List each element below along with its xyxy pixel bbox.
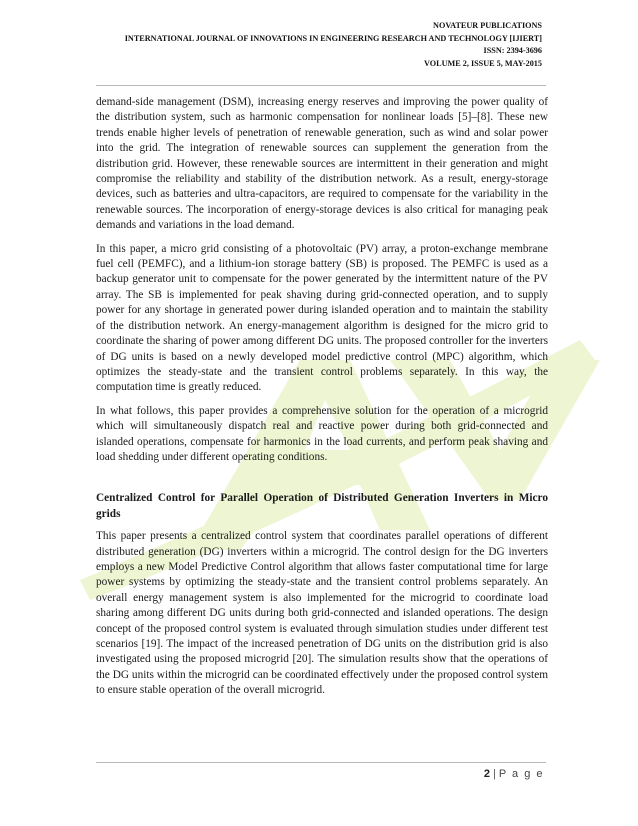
- page-footer: [484, 768, 544, 780]
- footer-separator: |: [492, 768, 496, 780]
- paragraph-overview: In what follows, this paper provides a comprehensive solution for the operation of a microgrid which will simultaneously dispatch real and reactive power during both grid-connected and islanded operations, compensate for harmonics in the load currents, and perform peak shaving and load shedding under different operating conditions.: [96, 404, 548, 463]
- journal-title: INTERNATIONAL JOURNAL OF INNOVATIONS IN ENGINEERING RESEARCH AND TECHNOLOGY [IJIERT]: [124, 33, 542, 43]
- publisher-name: NOVATEUR PUBLICATIONS: [433, 21, 542, 30]
- footer-divider: [96, 762, 546, 763]
- page-label: P a g e: [498, 768, 544, 780]
- paragraph-microgrid-proposal: In this paper, a micro grid consisting of a photovoltaic (PV) array, a proton-exchange membrane fuel cell (PEMFC), and a lithium-ion storage battery (SB) is proposed. The PEMFC is used as a backup generator unit to compensate for the power generated by the intermittent nature of the PV array. The SB is implemented for peak shaving during grid-connected operation, and to supply power for any shortage in generated power during islanded operation and to maintain the stability of the distribution network. An energy-management algorithm is designed for the micro grid to coordinate the sharing of power among different DG units. The proposed controller for the inverters of DG units is based on a newly developed model predictive control (MPC) algorithm, which optimizes the steady-state and the transient control problems separately. In this way, the computation time is greatly reduced.: [96, 242, 548, 394]
- paragraph-centralized-control: This paper presents a centralized control system that coordinates parallel operations of different distributed generation (DG) inverters within a microgrid. The control design for the DG inverters employs a new Model Predictive Control algorithm that allows faster computational time for large power systems by optimizing the steady-state and the transient control problems separately. An overall energy management system is also implemented for the microgrid to coordinate load sharing among different DG units during both grid-connected and islanded operations. The design concept of the proposed control system is evaluated through simulation studies under different test scenarios [19]. The impact of the increased penetration of DG units on the distribution grid is also investigated using the proposed microgrid [20]. The simulation results show that the operations of the DG units within the microgrid can be coordinated effectively under the proposed control system to ensure stable operation of the overall microgrid.: [96, 530, 548, 697]
- issn: ISSN: 2394-3696: [483, 46, 542, 55]
- page-body: [96, 95, 548, 707]
- header-divider: [96, 85, 546, 86]
- journal-header: [125, 20, 542, 70]
- section-heading: Centralized Control for Parallel Operation of Distributed Generation Inverters in Micro grids: [96, 492, 548, 520]
- page-number: 2: [483, 768, 490, 780]
- paragraph-dsm: demand-side management (DSM), increasing energy reserves and improving the power quality of the distribution system, such as harmonic compensation for nonlinear loads [5]–[8]. These new trends enable higher levels of penetration of renewable generation, such as wind and solar power into the grid. The integration of renewable sources can supplement the generation from the distribution grid. However, these renewable sources are intermittent in their generation and might compromise the reliability and stability of the distribution network. As a result, energy-storage devices, such as batteries and ultra-capacitors, are required to compensate for the variability in the renewable sources. The incorporation of energy-storage devices is also critical for managing peak demands and variations in the load demand.: [96, 96, 548, 232]
- volume-issue: VOLUME 2, ISSUE 5, MAY-2015: [424, 58, 542, 68]
